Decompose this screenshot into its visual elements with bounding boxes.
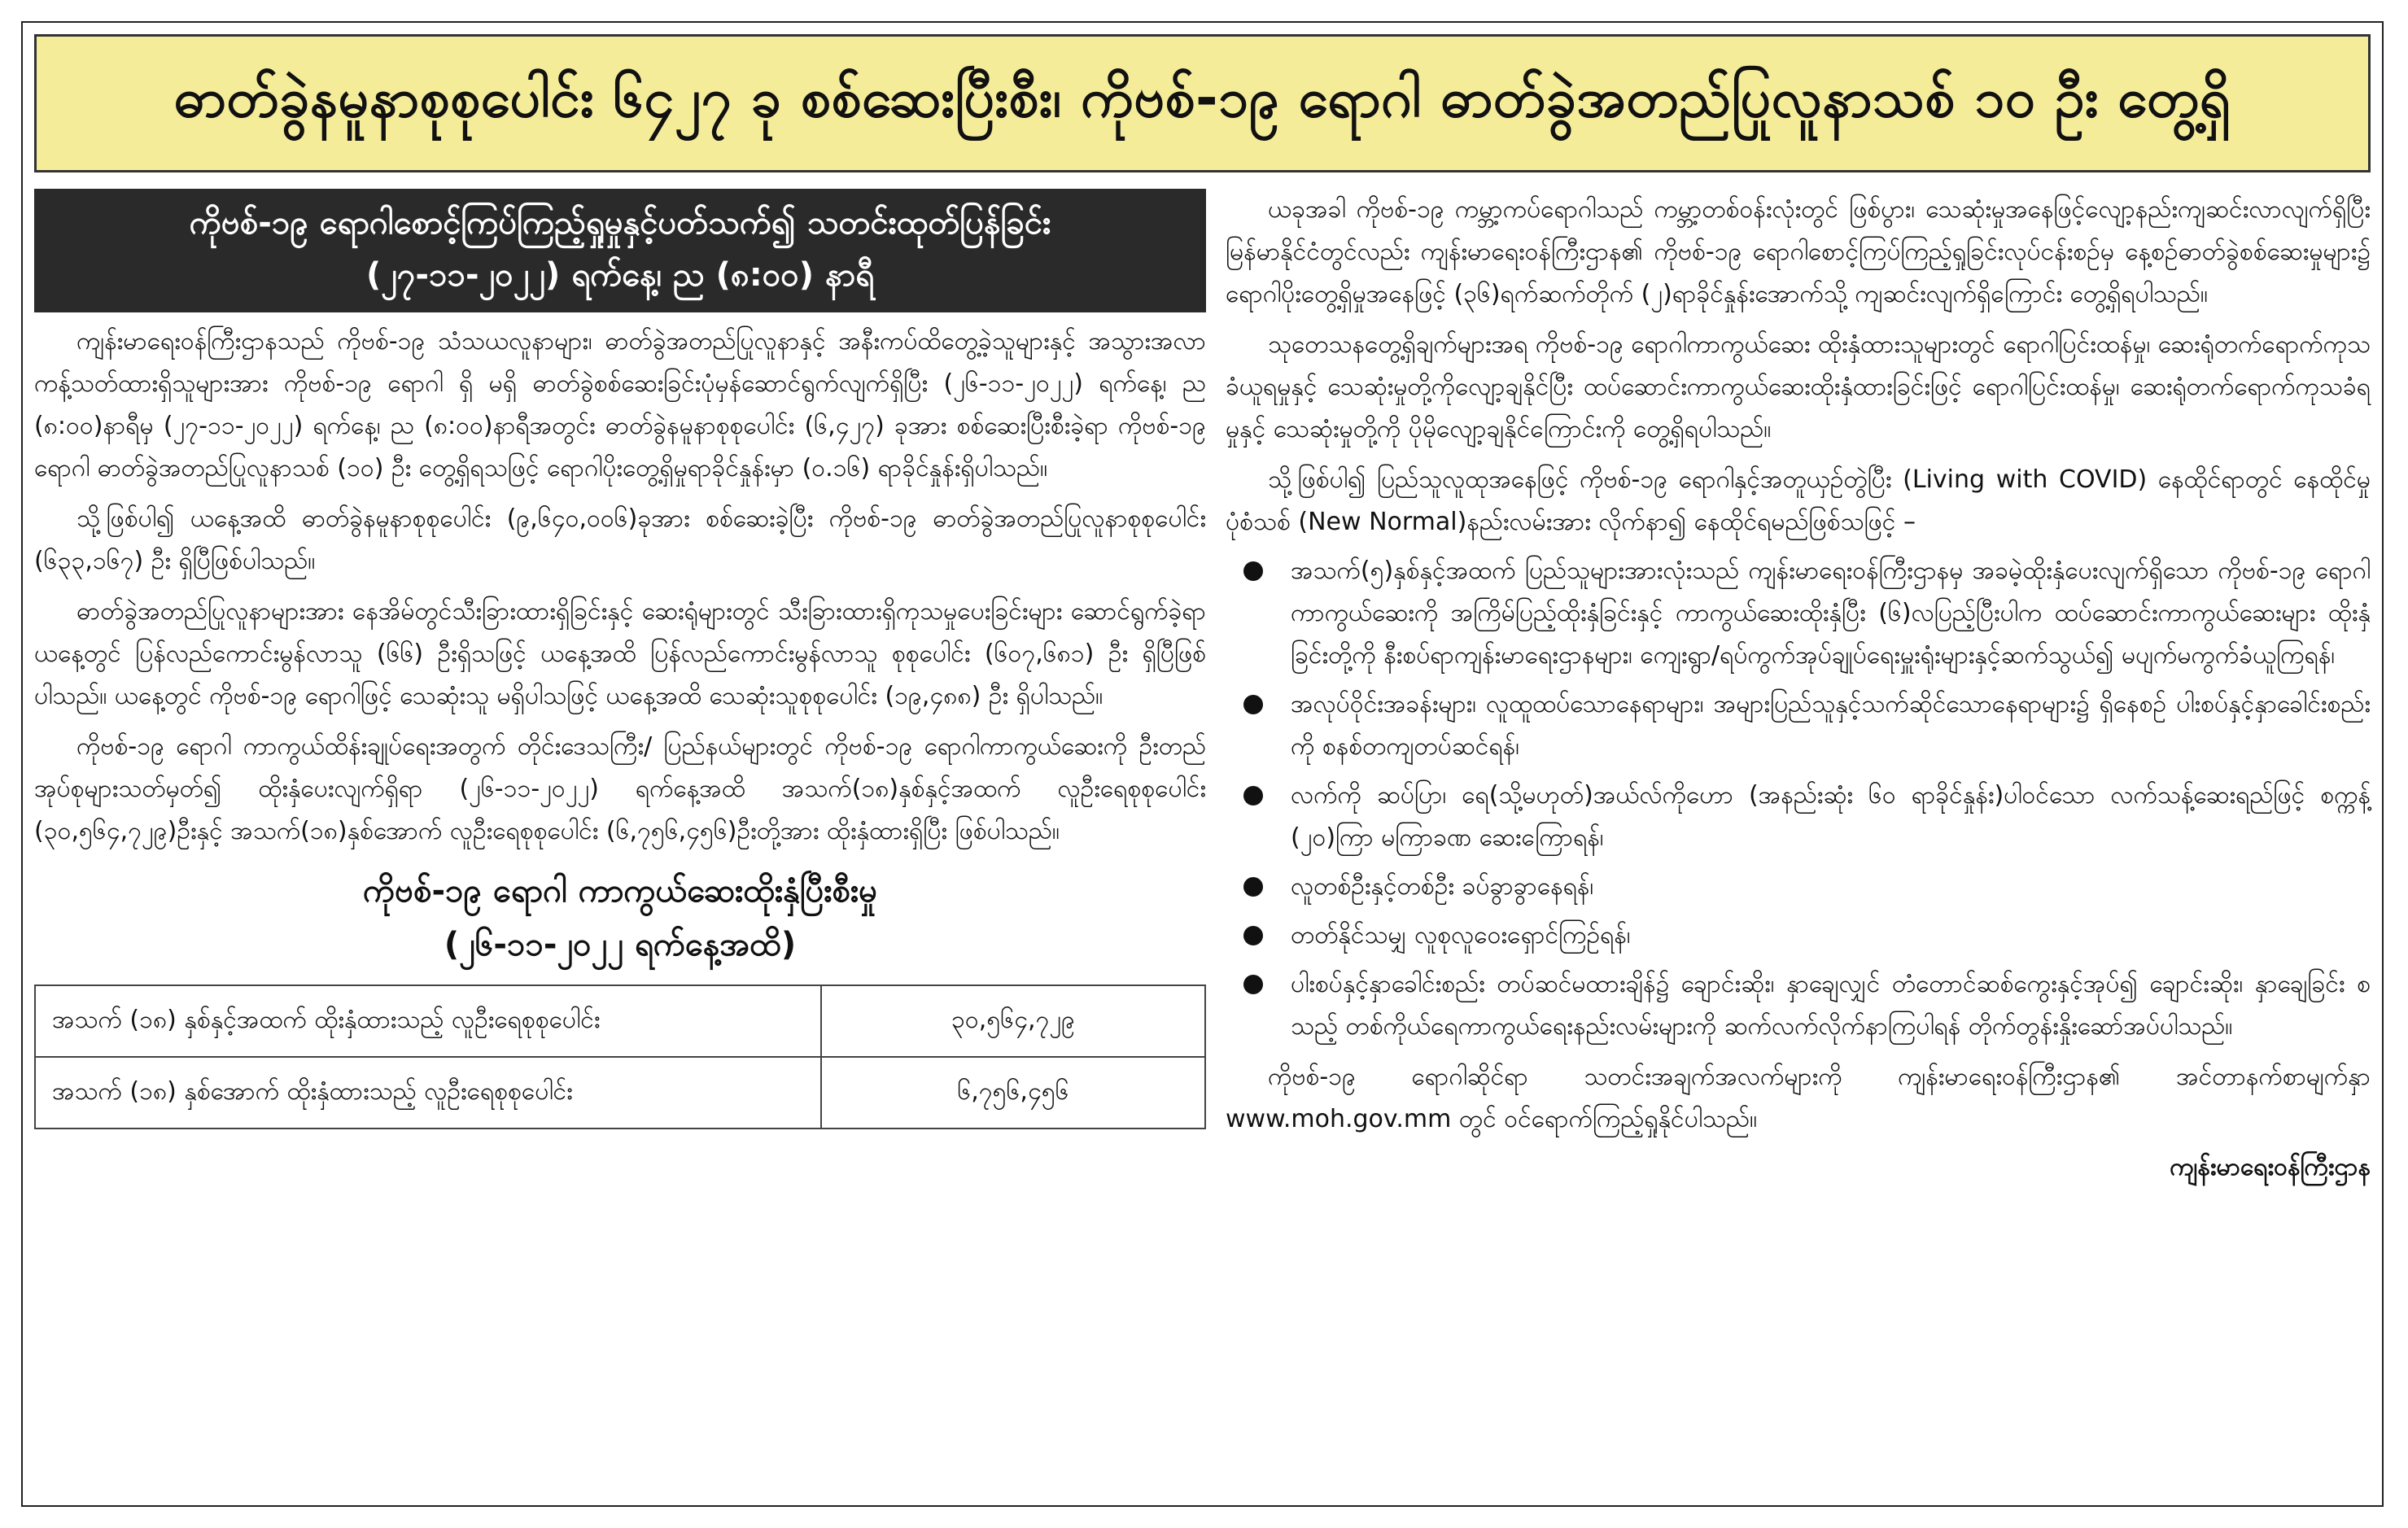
headline-banner (34, 34, 2371, 172)
list-item (1226, 683, 2371, 768)
vaccination-table (34, 984, 1206, 1129)
list-item (1226, 775, 2371, 859)
guideline-list (1226, 550, 2371, 1048)
table-cell-value: ၃၀,၅၆၄,၇၂၉ (821, 985, 1205, 1057)
paragraph: သို့ဖြစ်ပါ၍ ယနေ့အထိ ဓာတ်ခွဲနမူနာစုစုပေါင်း (၉,၆၄၀,၀၀၆)ခုအား စစ်ဆေးခဲ့ပြီး ကိုဗစ်-၁၉ ဓာတ်ခွဲအတည်ပြုလူနာစုစုပေါင်း (၆၃၃,၁၆၇) ဦး ရှိပြီဖြစ်ပါသည်။ (34, 504, 1206, 575)
list-item (1226, 866, 2371, 908)
table-cell-value: ၆,၇၅၆,၄၅၆ (821, 1057, 1205, 1129)
vaccination-section-title (34, 864, 1206, 971)
announcement-banner (34, 189, 1206, 312)
list-item-text: ပါးစပ်နှင့်နှာခေါင်းစည်း တပ်ဆင်မထားချိန်၌ ချောင်းဆိုး၊ နှာချေလျှင် တံတောင်ဆစ်ကွေးနှင့်အုပ်၍ ချောင်းဆိုး၊ နှာချေခြင်း စသည့် တစ်ကိုယ်ရေကာကွယ်ရေးနည်းလမ်းများကို ဆက်လက်လိုက်နာကြပါရန် တိုက်တွန်းနှိုးဆော်အပ်ပါသည်။ (1291, 970, 2371, 1041)
table-row (35, 1057, 1205, 1129)
vaccination-title: ကိုဗစ်-၁၉ ရောဂါ ကာကွယ်ဆေးထိုးနှံပြီးစီးမှု (362, 872, 878, 910)
bullet-icon (1243, 975, 1263, 994)
list-item-text: အလုပ်ဝိုင်းအခန်းများ၊ လူထူထပ်သောနေရာများ၊ အများပြည်သူနှင့်သက်ဆိုင်သောနေရာများ၌ ရှိနေစဉ် ပါးစပ်နှင့်နှာခေါင်းစည်းကို စနစ်တကျတပ်ဆင်ရန်၊ (1291, 690, 2371, 761)
announcement-title: ကိုဗစ်-၁၉ ရောဂါစောင့်ကြပ်ကြည့်ရှုမှုနှင့်ပတ်သက်၍ သတင်းထုတ်ပြန်ခြင်း (189, 204, 1051, 242)
closing-paragraph: ကိုဗစ်-၁၉ ရောဂါဆိုင်ရာ သတင်းအချက်အလက်များကို ကျန်းမာရေးဝန်ကြီးဌာန၏ အင်တာနက်စာမျက်နှာ www.moh.gov.mm တွင် ဝင်ရောက်ကြည့်ရှုနိုင်ပါသည်။ (1226, 1063, 2371, 1133)
list-item (1226, 963, 2371, 1048)
list-item-text: တတ်နိုင်သမျှ လူစုလူဝေးရှောင်ကြဉ်ရန်၊ (1291, 921, 1631, 950)
table-row (35, 985, 1205, 1057)
paragraph: သို့ဖြစ်ပါ၍ ပြည်သူလူထုအနေဖြင့် ကိုဗစ်-၁၉ ရောဂါနှင့်အတူယှဉ်တွဲပြီး (Living with COVID) နေထိုင်ရာတွင် နေထိုင်မှုပုံစံသစ် (New Normal)နည်းလမ်းအား လိုက်နာ၍ နေထိုင်ရမည်ဖြစ်သဖြင့် – (1226, 465, 2371, 536)
bullet-icon (1243, 561, 1263, 581)
bullet-icon (1243, 877, 1263, 897)
list-item (1226, 550, 2371, 677)
announcement-date: (၂၇-၁၁-၂၀၂၂) ရက်နေ့၊ ည (၈:၀၀) နာရီ (365, 256, 875, 294)
bullet-icon (1243, 786, 1263, 805)
paragraph: ယခုအခါ ကိုဗစ်-၁၉ ကမ္ဘာ့ကပ်ရောဂါသည် ကမ္ဘာ့တစ်ဝန်းလုံးတွင် ဖြစ်ပွား၊ သေဆုံးမှုအနေဖြင့်လျော့နည်းကျဆင်းလာလျက်ရှိပြီး မြန်မာနိုင်ငံတွင်လည်း ကျန်းမာရေးဝန်ကြီးဌာန၏ ကိုဗစ်-၁၉ ရောဂါစောင့်ကြပ်ကြည့်ရှုခြင်းလုပ်ငန်းစဉ်မှ နေ့စဉ်ဓာတ်ခွဲစစ်ဆေးမှုများ၌ ရောဂါပိုးတွေ့ရှိမှုအနေဖြင့် (၃၆)ရက်ဆက်တိုက် (၂)ရာခိုင်နှုန်းအောက်သို့ ကျဆင်းလျက်ရှိကြောင်း တွေ့ရှိရပါသည်။ (1226, 195, 2371, 308)
news-frame (21, 21, 2384, 1507)
table-cell-label: အသက် (၁၈) နှစ်အောက် ထိုးနှံထားသည့် လူဦးရေစုစုပေါင်း (35, 1057, 821, 1129)
list-item-text: လက်ကို ဆပ်ပြာ၊ ရေ(သို့မဟုတ်)အယ်လ်ကိုဟော (အနည်းဆုံး ၆၀ ရာခိုင်နှုန်း)ပါဝင်သော လက်သန့်ဆေးရည်ဖြင့် စက္ကန့် (၂၀)ကြာ မကြာခဏ ဆေးကြောရန်၊ (1291, 781, 2371, 852)
bullet-icon (1243, 695, 1263, 714)
paragraph: သုတေသနတွေ့ရှိချက်များအရ ကိုဗစ်-၁၉ ရောဂါကာကွယ်ဆေး ထိုးနှံထားသူများတွင် ရောဂါပြင်းထန်မှု၊ ဆေးရုံတက်ရောက်ကုသခံယူရမှုနှင့် သေဆုံးမှုတို့ကိုလျော့ချနိုင်ပြီး ထပ်ဆောင်းကာကွယ်ဆေးထိုးနှံထားခြင်းဖြင့် ရောဂါပြင်းထန်မှု၊ ဆေးရုံတက်ရောက်ကုသခံရမှုနှင့် သေဆုံးမှုတို့ကို ပိုမိုလျော့ချနိုင်ကြောင်းကို တွေ့ရှိရပါသည်။ (1226, 330, 2371, 443)
list-item-text: အသက်(၅)နှစ်နှင့်အထက် ပြည်သူများအားလုံးသည် ကျန်းမာရေးဝန်ကြီးဌာနမှ အခမဲ့ထိုးနှံပေးလျက်ရှိသော ကိုဗစ်-၁၉ ရောဂါ ကာကွယ်ဆေးကို အကြိမ်ပြည့်ထိုးနှံခြင်းနှင့် ကာကွယ်ဆေးထိုးနှံပြီး (၆)လပြည့်ပြီးပါက ထပ်ဆောင်းကာကွယ်ဆေးများ ထိုးနှံခြင်းတို့ကို နီးစပ်ရာကျန်းမာရေးဌာနများ၊ ကျေးရွာ/ရပ်ကွက်အုပ်ချုပ်ရေးမှူးရုံးများနှင့်ဆက်သွယ်၍ မပျက်မကွက်ခံယူကြရန်၊ (1291, 557, 2371, 670)
right-column (1226, 189, 2371, 1494)
headline: ဓာတ်ခွဲနမူနာစုစုပေါင်း ၆၄၂၇ ခု စစ်ဆေးပြီးစီး၊ ကိုဗစ်-၁၉ ရောဂါ ဓာတ်ခွဲအတည်ပြုလူနာသစ် ၁၀ ဦး တွေ့ရှိ (173, 66, 2231, 129)
table-cell-label: အသက် (၁၈) နှစ်နှင့်အထက် ထိုးနှံထားသည့် လူဦးရေစုစုပေါင်း (35, 985, 821, 1057)
paragraph: ဓာတ်ခွဲအတည်ပြုလူနာများအား နေအိမ်တွင်သီးခြားထားရှိခြင်းနှင့် ဆေးရုံများတွင် သီးခြားထားရှိကုသမှုပေးခြင်းများ ဆောင်ရွက်ခဲ့ရာ ယနေ့တွင် ပြန်လည်ကောင်းမွန်လာသူ (၆၆) ဦးရှိသဖြင့် ယနေ့အထိ ပြန်လည်ကောင်းမွန်လာသူ စုစုပေါင်း (၆၀၇,၆၈၁) ဦး ရှိပြီဖြစ်ပါသည်။ ယနေ့တွင် ကိုဗစ်-၁၉ ရောဂါဖြင့် သေဆုံးသူ မရှိပါသဖြင့် ယနေ့အထိ သေဆုံးသူစုစုပေါင်း (၁၉,၄၈၈) ဦး ရှိပါသည်။ (34, 597, 1206, 710)
list-item-text: လူတစ်ဦးနှင့်တစ်ဦး ခပ်ခွာခွာနေရန်၊ (1291, 872, 1594, 901)
vaccination-date: (၂၆-၁၁-၂၀၂၂ ရက်နေ့အထိ) (444, 926, 797, 963)
paragraph: ကျန်းမာရေးဝန်ကြီးဌာနသည် ကိုဗစ်-၁၉ သံသယလူနာများ၊ ဓာတ်ခွဲအတည်ပြုလူနာနှင့် အနီးကပ်ထိတွေ့ခဲ့သူများနှင့် အသွားအလာကန့်သတ်ထားရှိသူများအား ကိုဗစ်-၁၉ ရောဂါ ရှိ မရှိ ဓာတ်ခွဲစစ်ဆေးခြင်းပုံမှန်ဆောင်ရွက်လျက်ရှိပြီး (၂၆-၁၁-၂၀၂၂) ရက်နေ့၊ ည (၈:၀၀)နာရီမှ (၂၇-၁၁-၂၀၂၂) ရက်နေ့၊ ည (၈:၀၀)နာရီအတွင်း ဓာတ်ခွဲနမူနာစုစုပေါင်း (၆,၄၂၇) ခုအား စစ်ဆေးပြီးစီးခဲ့ရာ ကိုဗစ်-၁၉ ရောဂါ ဓာတ်ခွဲအတည်ပြုလူနာသစ် (၁၀) ဦး တွေ့ရှိရသဖြင့် ရောဂါပိုးတွေ့ရှိမှုရာခိုင်နှုန်းမှာ (၀.၁၆) ရာခိုင်နှုန်းရှိပါသည်။ (34, 327, 1206, 482)
bullet-icon (1243, 926, 1263, 945)
list-item (1226, 915, 2371, 957)
paragraph: ကိုဗစ်-၁၉ ရောဂါ ကာကွယ်ထိန်းချုပ်ရေးအတွက် တိုင်းဒေသကြီး/ ပြည်နယ်များတွင် ကိုဗစ်-၁၉ ရောဂါကာကွယ်ဆေးကို ဦးတည်အုပ်စုများသတ်မှတ်၍ ထိုးနှံပေးလျက်ရှိရာ (၂၆-၁၁-၂၀၂၂) ရက်နေ့အထိ အသက်(၁၈)နှစ်နှင့်အထက် လူဦးရေစုစုပေါင်း (၃၀,၅၆၄,၇၂၉)ဦးနှင့် အသက်(၁၈)နှစ်အောက် လူဦးရေစုစုပေါင်း (၆,၇၅၆,၄၅၆)ဦးတို့အား ထိုးနှံထားရှိပြီး ဖြစ်ပါသည်။ (34, 732, 1206, 845)
signature: ကျန်းမာရေးဝန်ကြီးဌာန (2170, 1153, 2371, 1181)
left-column (34, 189, 1206, 1494)
